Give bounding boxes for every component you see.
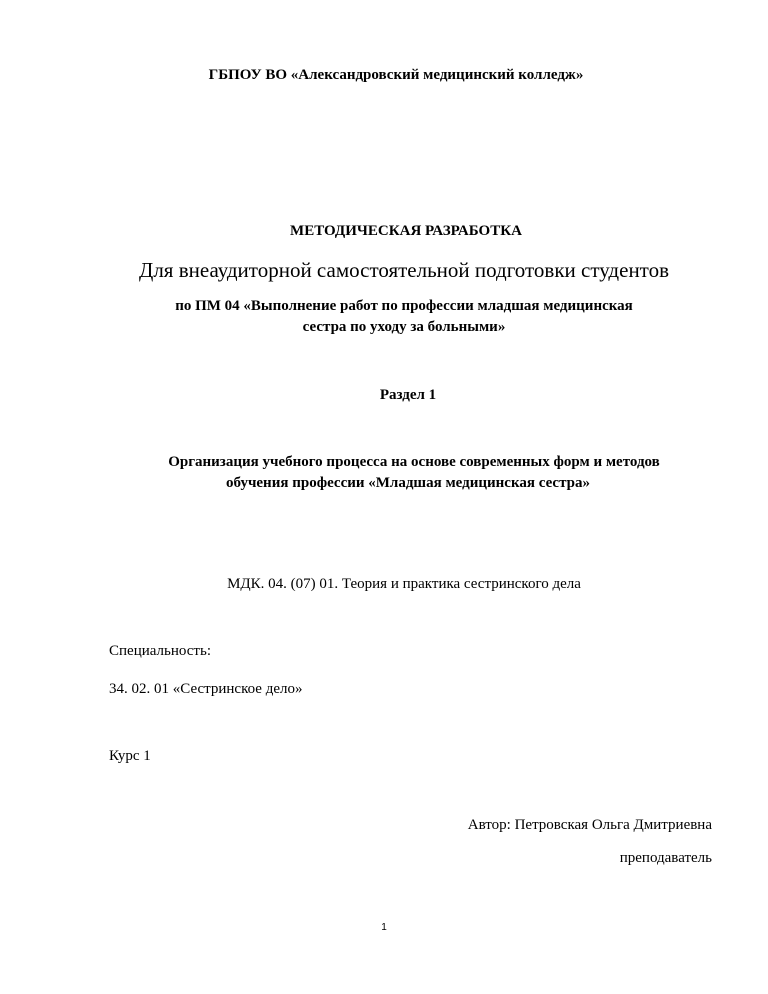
professional-module-line-1: по ПМ 04 «Выполнение работ по профессии младшая медицинская bbox=[175, 298, 633, 314]
author-name: Автор: Петровская Ольга Дмитриевна bbox=[467, 817, 712, 833]
topic-title-line-2: обучения профессии «Младшая медицинская сестра» bbox=[226, 475, 590, 491]
document-type-heading: МЕТОДИЧЕСКАЯ РАЗРАБОТКА bbox=[290, 223, 522, 239]
author-position: преподаватель bbox=[619, 850, 712, 866]
professional-module-line-2: сестра по уходу за больными» bbox=[302, 319, 506, 335]
course-year: Курс 1 bbox=[109, 748, 151, 764]
section-heading: Раздел 1 bbox=[379, 387, 437, 403]
institution-title: ГБПОУ ВО «Александровский медицинский колледж» bbox=[208, 67, 584, 83]
specialty-label: Специальность: bbox=[109, 643, 211, 659]
document-purpose: Для внеаудиторной самостоятельной подготовки студентов bbox=[139, 258, 669, 282]
interdisciplinary-course: МДК. 04. (07) 01. Теория и практика сестринского дела bbox=[227, 576, 581, 592]
topic-title-line-1: Организация учебного процесса на основе современных форм и методов bbox=[168, 454, 660, 470]
specialty-value: 34. 02. 01 «Сестринское дело» bbox=[109, 681, 303, 697]
page-number: 1 bbox=[381, 922, 387, 933]
